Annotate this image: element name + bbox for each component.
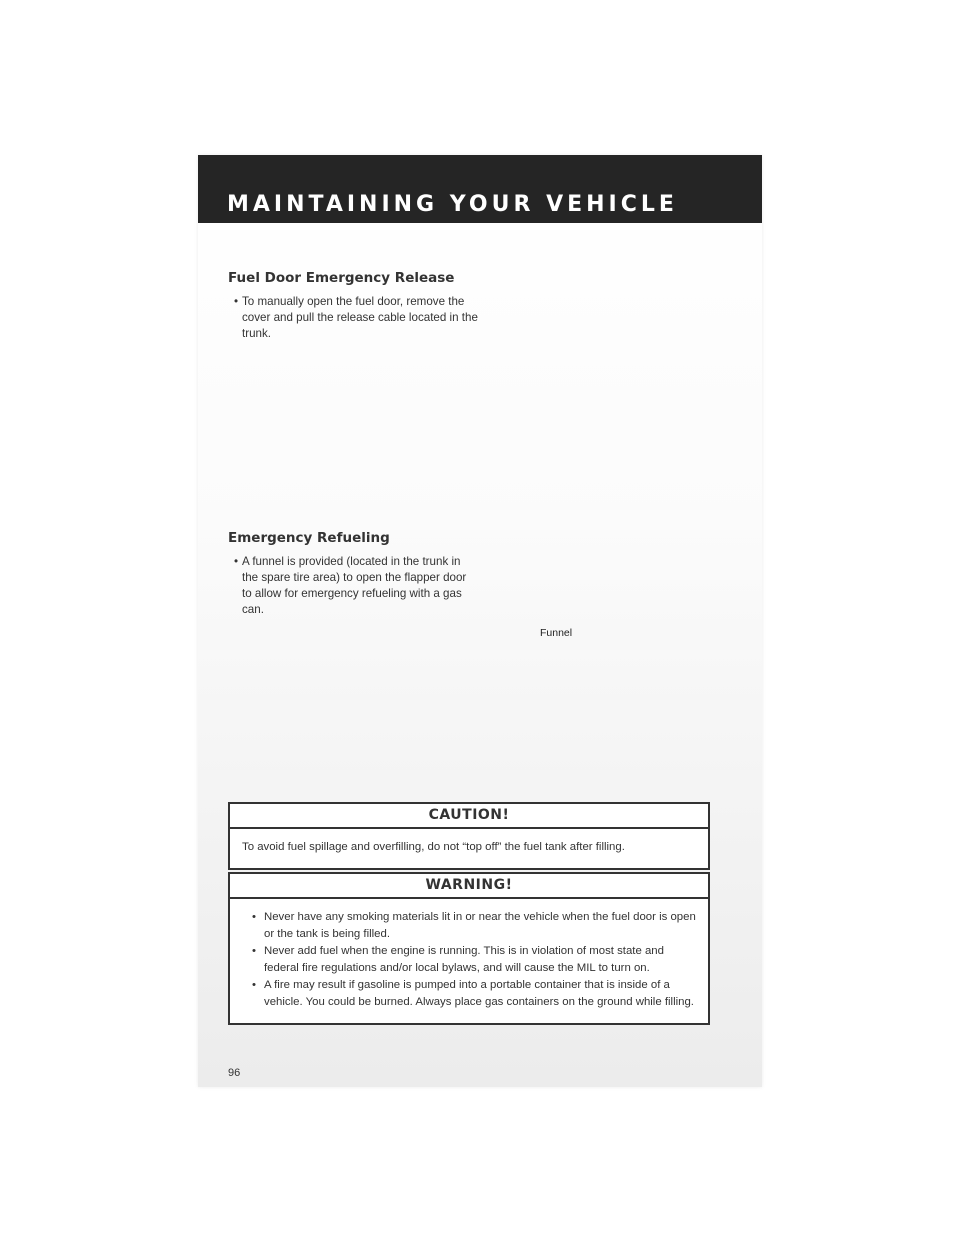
bullet-dot-icon: • xyxy=(234,295,239,308)
bullet-text: A funnel is provided (located in the trunk in the spare tire area) to open the flapper door to allow for emergency refueling with a gas can. xyxy=(242,555,467,616)
bullet-dot-icon: • xyxy=(234,555,239,568)
warning-list xyxy=(242,909,698,1011)
section-heading-fuel-door: Fuel Door Emergency Release xyxy=(228,270,455,286)
page-number: 96 xyxy=(228,1067,241,1079)
header-title: MAINTAINING YOUR VEHICLE xyxy=(227,192,678,217)
bullet-text: To manually open the fuel door, remove the cover and pull the release cable located in the trunk. xyxy=(242,295,478,340)
caution-title: CAUTION! xyxy=(230,804,708,829)
bullet-fuel-door xyxy=(228,294,478,342)
bullet-dot-icon: • xyxy=(252,945,256,957)
warning-item: • Never have any smoking materials lit in or near the vehicle when the fuel door is open or the tank is being filled. xyxy=(252,911,696,940)
bullet-emergency-refueling xyxy=(228,554,478,618)
header-bar xyxy=(198,155,762,223)
manual-page xyxy=(198,155,762,1087)
warning-box xyxy=(228,872,710,1025)
figure-label-funnel: Funnel xyxy=(540,627,573,639)
warning-item: • A fire may result if gasoline is pumped into a portable container that is inside of a vehicle. You could be burned. Always place gas containers on the ground while filling. xyxy=(252,979,694,1008)
bullet-dot-icon: • xyxy=(252,911,256,923)
bullet-dot-icon: • xyxy=(252,979,256,991)
warning-body xyxy=(230,899,708,1023)
caution-box xyxy=(228,802,710,870)
section-heading-emergency-refueling: Emergency Refueling xyxy=(228,530,390,546)
caution-text: To avoid fuel spillage and overfilling, do not “top off” the fuel tank after filling. xyxy=(242,841,625,853)
warning-title: WARNING! xyxy=(230,874,708,899)
warning-item: • Never add fuel when the engine is running. This is in violation of most state and federal fire regulations and/or local bylaws, and will cause the MIL to turn on. xyxy=(252,945,664,974)
